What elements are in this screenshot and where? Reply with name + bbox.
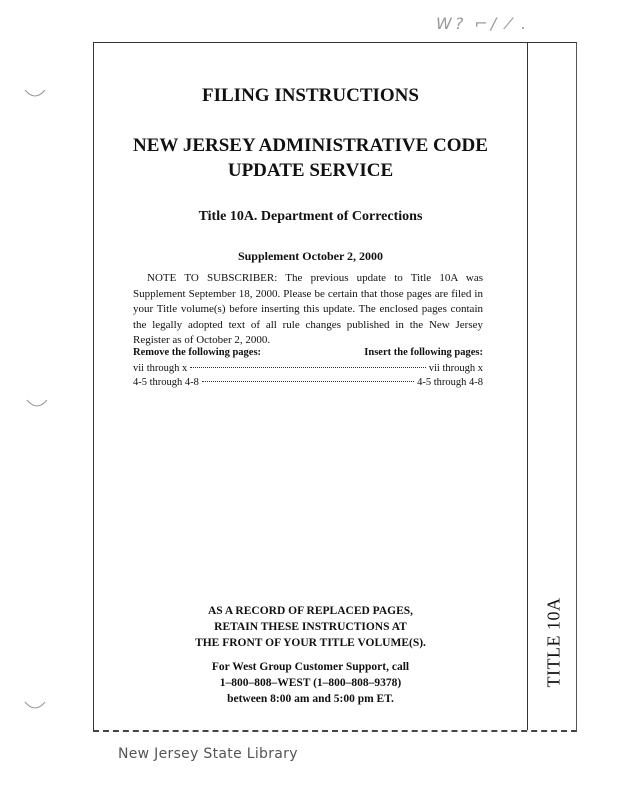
supplement-date: Supplement October 2, 2000 — [237, 249, 384, 263]
library-stamp: New Jersey State Library — [118, 746, 298, 762]
tab-divider — [527, 43, 528, 730]
punch-hole-mark — [24, 88, 46, 100]
insert-pages-cell: vii through x — [428, 363, 483, 374]
remove-pages-cell: 4-5 through 4-8 — [133, 377, 199, 388]
punch-hole-mark — [26, 398, 48, 410]
dot-leader — [202, 381, 414, 382]
customer-support — [94, 659, 527, 707]
document-frame — [93, 42, 577, 732]
support-hours: between 8:00 am and 5:00 pm ET. — [227, 693, 394, 705]
table-row — [133, 377, 483, 388]
title-tab — [533, 567, 575, 717]
pages-table-header — [133, 347, 483, 358]
handwritten-annotation: W? ⌐/ ⁄ . — [436, 14, 530, 33]
code-title — [94, 133, 527, 183]
subscriber-note-text: NOTE TO SUBSCRIBER: The previous update to Title 10A was Supplement September 18, 2000. Please be certain that those pages are filed in your Title volume(s) before inserting this update. The enclosed pages contain the legally adopted text of all rule changes published in the New Jersey Register as of October 2, 2000. — [133, 272, 483, 346]
record-instructions — [94, 603, 527, 651]
title-name: Title 10A. Department of Corrections — [198, 209, 423, 224]
insert-pages-cell: 4-5 through 4-8 — [417, 377, 483, 388]
dot-leader — [190, 367, 426, 368]
insert-pages-header: Insert the following pages: — [364, 347, 483, 358]
document-content — [94, 43, 527, 730]
support-phone: 1–800–808–WEST (1–800–808–9378) — [219, 677, 402, 689]
support-line: For West Group Customer Support, call — [211, 661, 410, 673]
table-row — [133, 363, 483, 374]
code-title-line: UPDATE SERVICE — [227, 160, 394, 181]
record-line: AS A RECORD OF REPLACED PAGES, — [207, 605, 414, 617]
code-title-line: NEW JERSEY ADMINISTRATIVE CODE — [133, 135, 488, 156]
record-line: RETAIN THESE INSTRUCTIONS AT — [214, 621, 407, 633]
page-heading: FILING INSTRUCTIONS — [202, 85, 419, 106]
remove-pages-cell: vii through x — [133, 363, 188, 374]
title-tab-label: TITLE 10A — [543, 597, 564, 687]
remove-pages-header: Remove the following pages: — [133, 347, 262, 358]
punch-hole-mark — [24, 700, 46, 712]
record-line: THE FRONT OF YOUR TITLE VOLUME(S). — [195, 637, 426, 649]
subscriber-note — [133, 271, 483, 349]
